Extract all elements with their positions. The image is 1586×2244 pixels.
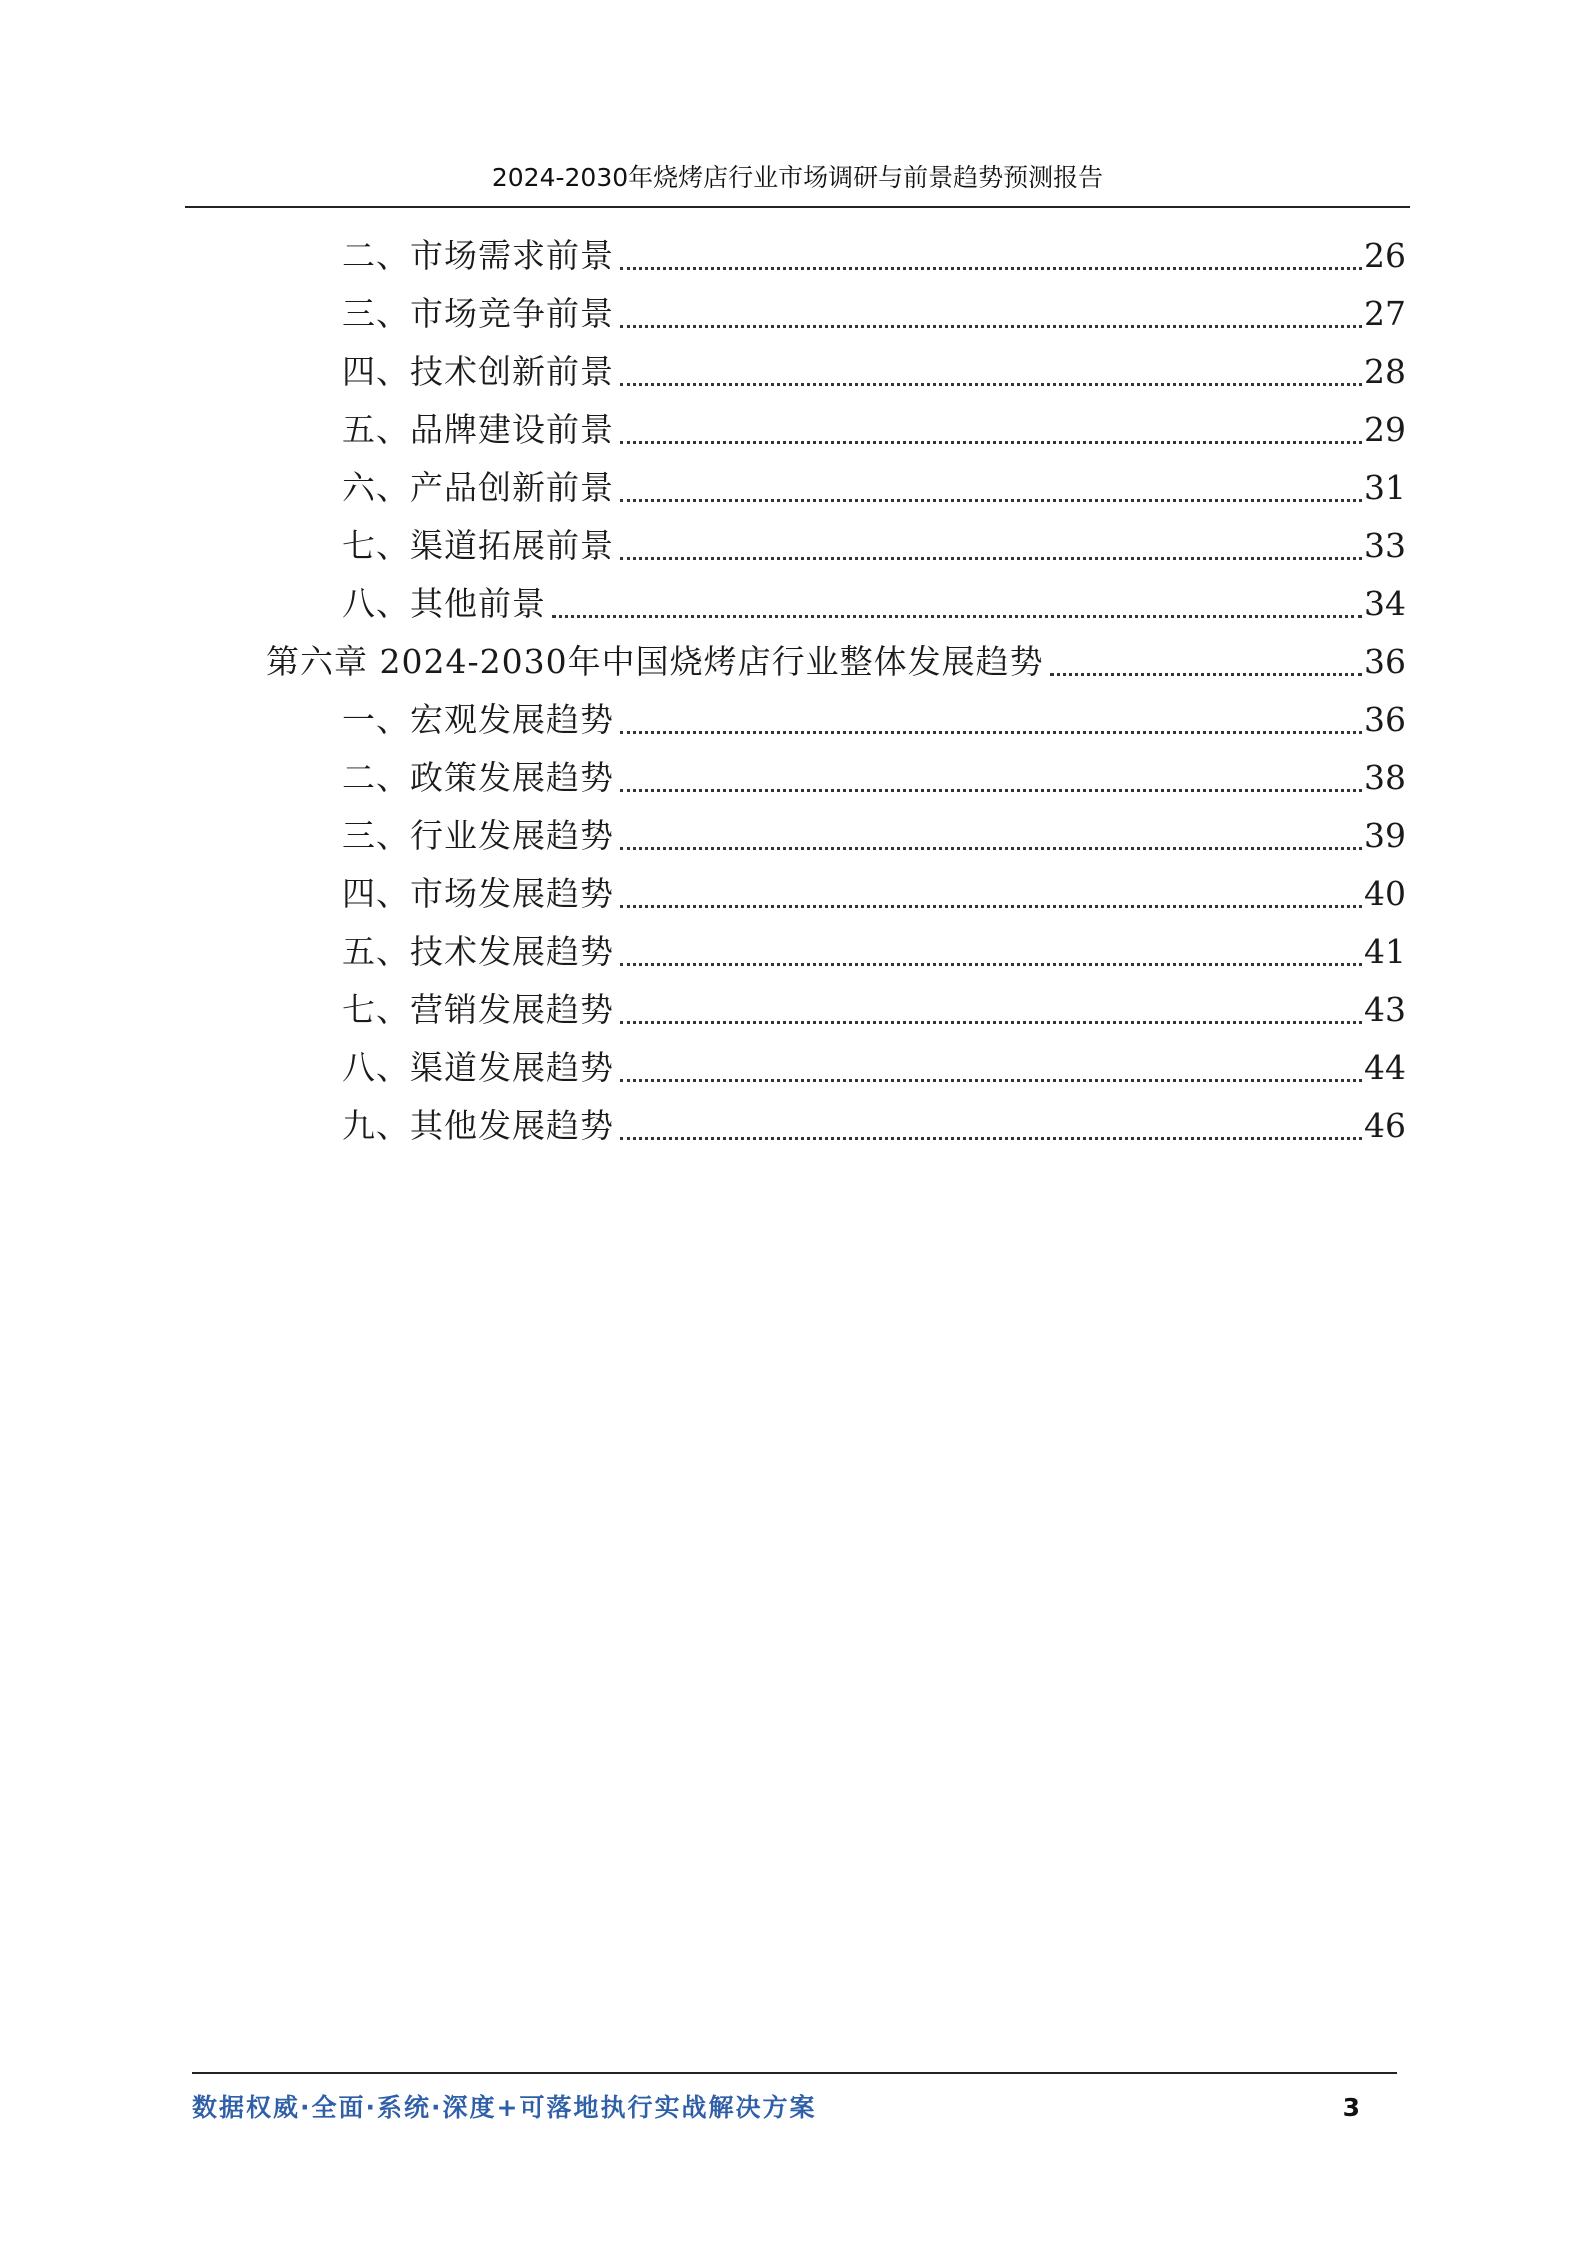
toc-dot-leader (620, 789, 1362, 792)
toc-entry[interactable] (342, 574, 1406, 634)
toc-dot-leader (620, 1021, 1362, 1024)
toc-dot-leader (620, 383, 1362, 386)
toc-dot-leader (620, 905, 1362, 908)
toc-dot-leader (620, 847, 1362, 850)
toc-entry-page: 34 (1364, 584, 1406, 623)
footer-page-number: 3 (1342, 2093, 1360, 2122)
toc-entry-label: 五、品牌建设前景 (342, 410, 614, 449)
toc-entry[interactable] (342, 400, 1406, 460)
toc-entry-label: 二、市场需求前景 (342, 236, 614, 275)
toc-entry-page: 33 (1364, 526, 1406, 565)
footer-slogan: 数据权威·全面·系统·深度+可落地执行实战解决方案 (192, 2093, 817, 2122)
header-divider (185, 206, 1410, 208)
toc-entry-label: 三、市场竞争前景 (342, 294, 614, 333)
toc-chapter-entry[interactable] (266, 632, 1406, 692)
toc-entry-page: 38 (1364, 758, 1406, 797)
toc-entry[interactable] (342, 806, 1406, 866)
toc-entry-label: 二、政策发展趋势 (342, 758, 614, 797)
toc-entry[interactable] (342, 864, 1406, 924)
toc-entry-label: 一、宏观发展趋势 (342, 700, 614, 739)
toc-entry[interactable] (342, 458, 1406, 518)
toc-dot-leader (620, 1079, 1362, 1082)
toc-entry[interactable] (342, 690, 1406, 750)
toc-dot-leader (620, 557, 1362, 560)
toc-entry[interactable] (342, 342, 1406, 402)
toc-entry-page: 44 (1364, 1048, 1406, 1087)
toc-entry-label: 四、技术创新前景 (342, 352, 614, 391)
toc-entry[interactable] (342, 516, 1406, 576)
toc-entry-page: 31 (1364, 468, 1406, 507)
toc-entry[interactable] (342, 748, 1406, 808)
toc-entry[interactable] (342, 1096, 1406, 1156)
toc-dot-leader (552, 615, 1362, 618)
toc-entry-page: 26 (1364, 236, 1406, 275)
toc-dot-leader (620, 731, 1362, 734)
toc-entry-label: 七、营销发展趋势 (342, 990, 614, 1029)
toc-entry-label: 四、市场发展趋势 (342, 874, 614, 913)
toc-entry[interactable] (342, 1038, 1406, 1098)
toc-entry-page: 43 (1364, 990, 1406, 1029)
toc-entry-label: 八、渠道发展趋势 (342, 1048, 614, 1087)
toc-entry-page: 36 (1364, 642, 1406, 681)
toc-dot-leader (620, 441, 1362, 444)
toc-dot-leader (620, 499, 1362, 502)
toc-entry-page: 36 (1364, 700, 1406, 739)
toc-entry-label: 六、产品创新前景 (342, 468, 614, 507)
footer-divider (192, 2072, 1397, 2074)
toc-dot-leader (620, 1137, 1362, 1140)
toc-entry-label: 七、渠道拓展前景 (342, 526, 614, 565)
toc-dot-leader (1050, 673, 1362, 676)
toc-entry-page: 27 (1364, 294, 1406, 333)
toc-entry-page: 29 (1364, 410, 1406, 449)
toc-chapter-label: 第六章 2024-2030年中国烧烤店行业整体发展趋势 (266, 642, 1044, 681)
toc-dot-leader (620, 325, 1362, 328)
toc-entry-label: 三、行业发展趋势 (342, 816, 614, 855)
toc-entry-page: 28 (1364, 352, 1406, 391)
toc-entry-page: 46 (1364, 1106, 1406, 1145)
toc-entry-label: 五、技术发展趋势 (342, 932, 614, 971)
toc-entry-page: 40 (1364, 874, 1406, 913)
toc-entry-label: 八、其他前景 (342, 584, 546, 623)
toc-entry-label: 九、其他发展趋势 (342, 1106, 614, 1145)
toc-entry[interactable] (342, 284, 1406, 344)
toc-entry-page: 39 (1364, 816, 1406, 855)
toc-entry[interactable] (342, 980, 1406, 1040)
toc-dot-leader (620, 963, 1362, 966)
page-header-title: 2024-2030年烧烤店行业市场调研与前景趋势预测报告 (491, 163, 1104, 192)
toc-entry[interactable] (342, 226, 1406, 286)
toc-entry-page: 41 (1364, 932, 1406, 971)
toc-dot-leader (620, 267, 1362, 270)
toc-entry[interactable] (342, 922, 1406, 982)
